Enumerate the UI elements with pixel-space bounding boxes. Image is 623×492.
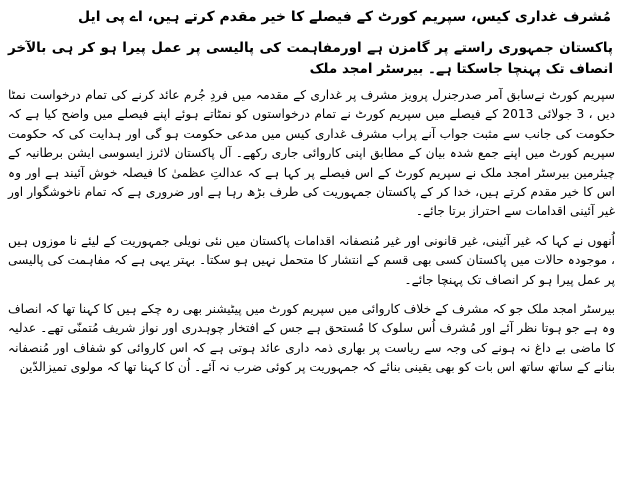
article-paragraph-2: اُنھوں نے کہا کہ غیر آئینی، غیر قانونی اور غیر مُنصفانہ اقدامات پاکستان میں نئی نویلی جمہوریت کے لیئے نا موزوں ہیں ، موجودہ حالات میں پاکستان کسی بھی قسم کے انتشار کا متحمل نہیں ہو سکتا۔ بہتر یہی ہے کہ مفاہمت کی پالیسی پر عمل پیرا ہو کر انصاف تک پہنچا جائے۔ [8,233,615,287]
article-lead: پاکستان جمہوری راستے پر گامزن ہے اورمفاہمت کی پالیسی پر عمل پیرا ہو کر ہی بالآخر انصاف تک پہنچا جاسکتا ہے۔ بیرسٹر امجد ملک [8,40,613,77]
article-paragraph-3: بیرسٹر امجد ملک جو کہ مشرف کے خلاف کاروائی میں سپریم کورٹ میں پیٹیشنر بھی رہ چکے ہیں کا کہنا تھا کہ انصاف وہ ہے جو ہوتا نظر آئے اور مُشرف اُس سلوک کا مُستحق ہے جس کے افتخار چوہدری اور نواز شریف مُتمنّی تھے۔ عدلیہ کا ماضی بے داغ نہ ہونے کی وجہ سے ریاست پر بھاری ذمہ داری عائد ہوتی ہے کہ اس کاروائی کو شفاف اور مُنصفانہ بنانے کے ساتھ ساتھ اس بات کو بھی یقینی بنائے کہ جمہوریت پر کوئی ضرب نہ آئے۔ اُن کا کہنا تھا کہ مولوی تمیزالدّین [8,302,615,375]
article-headline: مُشرف غداری کیس، سپریم کورٹ کے فیصلے کا خیر مقدم کرتے ہیں، اے پی ایل [78,9,611,25]
article-paragraph-1: سپریم کورٹ نےسابق آمر صدرجنرل پرویز مشرف پر غداری کے مقدمہ میں فردِ جُرم عائد کرنے کی تمام درخواست نمٹا دیں ، 3 جولائی 2013 کے فیصلے میں سپریم کورٹ نے تمام درخواستوں کو نمٹاتے ہوئے اپنے فیصلے میں واضح کیا ہے کہ حکومت کی جانب سے مثبت جواب آنے پراب مشرف غداری کیس میں مدعی حکومت ہو گی اور ہدایت کی کہ حکومت سپریم کورٹ میں اپنے جمع شدہ بیان کے مطابق اپنی کاروائی جاری رکھے۔ آل پاکستان لائرز ایسوسی ایشن برطانیہ کے چیئرمین بیرسٹر امجد ملک نے سپریم کورٹ کے اس فیصلے پر کہا ہے کہ عدالتِ عظمیٰ کا فیصلہ خوش آئیند ہے اور وہ اس کا خیر مقدم کرتے ہیں، خدا کر کے پاکستان جمہوریت کی طرف بڑھ رہا ہے اور ضروری ہے کہ تمام ناخوشگوار اور غیر آئینی اقدامات سے احتراز برتا جائے۔ [8,88,615,219]
